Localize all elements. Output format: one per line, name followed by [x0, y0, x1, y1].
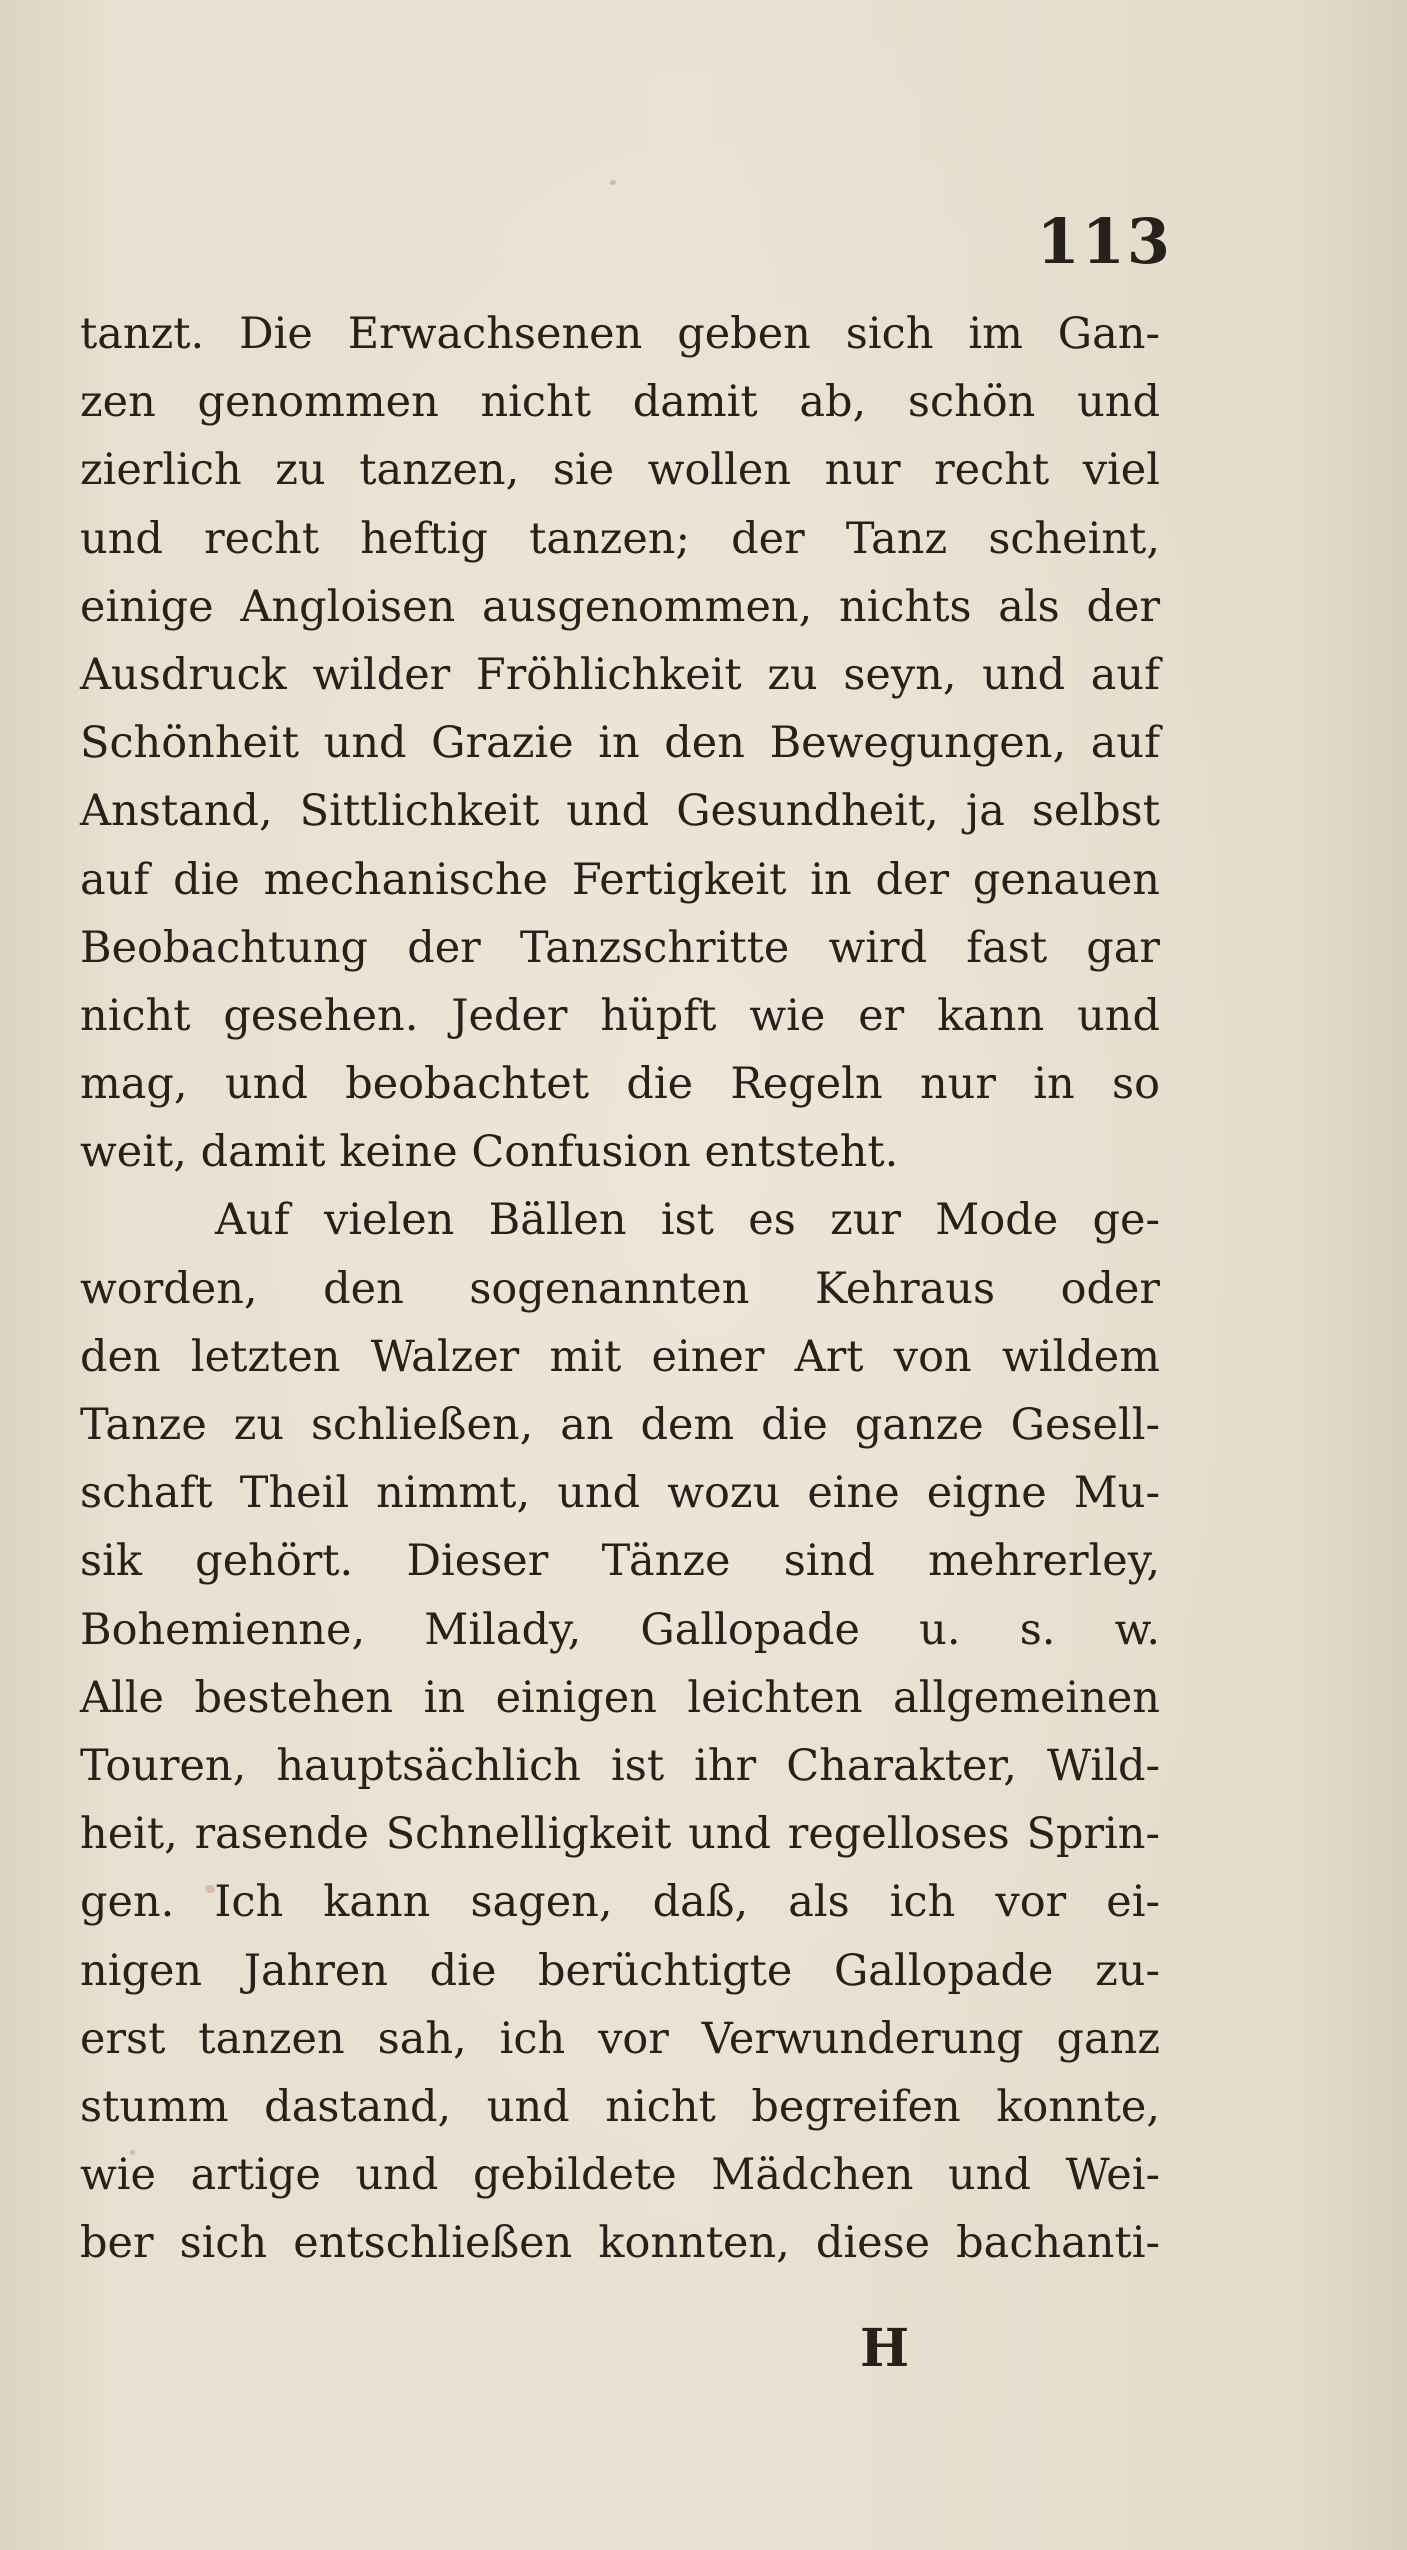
- text-line: ber sich entschließen konnten, diese bachanti-: [80, 2218, 1160, 2269]
- text-line: Tanze zu schließen, an dem die ganze Gesell-: [80, 1400, 1160, 1450]
- text-line: tanzt. Die Erwachsenen geben sich im Gan-: [80, 309, 1160, 359]
- text-line: einige Angloisen ausgenommen, nichts als der: [80, 581, 1160, 632]
- text-line: Ausdruck wilder Fröhlichkeit zu seyn, und auf: [80, 649, 1160, 700]
- page-number: 113: [1036, 205, 1172, 278]
- paper-speck: [205, 1885, 215, 1893]
- text-line: mag, und beobachtet die Regeln nur in so: [80, 1059, 1160, 1110]
- text-line: zen genommen nicht damit ab, schön und: [80, 377, 1160, 428]
- text-line: wie artige und gebildete Mädchen und Wei-: [80, 2150, 1160, 2201]
- paper-speck: [610, 180, 616, 185]
- paragraph-first-line: Auf vielen Bällen ist es zur Mode ge-: [215, 1195, 1160, 1246]
- text-line: schaft Theil nimmt, und wozu eine eigne Mu-: [80, 1468, 1160, 1519]
- text-line: Bohemienne, Milady, Gallopade u. s. w.: [80, 1604, 1160, 1655]
- text-line: und recht heftig tanzen; der Tanz scheint,: [80, 513, 1160, 564]
- signature-mark: H: [860, 2318, 910, 2379]
- text-line: Touren, hauptsächlich ist ihr Charakter, Wild-: [80, 1740, 1160, 1791]
- text-line: Schönheit und Grazie in den Bewegungen, auf: [80, 718, 1160, 769]
- paragraph-last-line: weit, damit keine Confusion entsteht.: [80, 1127, 899, 1178]
- text-line: erst tanzen sah, ich vor Verwunderung ganz: [80, 2013, 1160, 2064]
- text-line: heit, rasende Schnelligkeit und regelloses Sprin-: [80, 1809, 1160, 1860]
- text-line: zierlich zu tanzen, sie wollen nur recht viel: [80, 445, 1160, 496]
- body-text: [80, 300, 1160, 2277]
- text-line: nicht gesehen. Jeder hüpft wie er kann und: [80, 990, 1160, 1041]
- text-line: gen. Ich kann sagen, daß, als ich vor ei-: [80, 1877, 1160, 1928]
- paper-speck: [130, 2150, 135, 2155]
- text-line: stumm dastand, und nicht begreifen konnte,: [80, 2081, 1160, 2132]
- text-line: sik gehört. Dieser Tänze sind mehrerley,: [80, 1536, 1160, 1587]
- text-line: nigen Jahren die berüchtigte Gallopade zu-: [80, 1945, 1160, 1996]
- text-line: auf die mechanische Fertigkeit in der genauen: [80, 854, 1160, 905]
- text-line: worden, den sogenannten Kehraus oder: [80, 1263, 1160, 1314]
- text-line: Alle bestehen in einigen leichten allgemeinen: [80, 1672, 1160, 1723]
- text-line: Beobachtung der Tanzschritte wird fast gar: [80, 922, 1160, 973]
- text-line: den letzten Walzer mit einer Art von wildem: [80, 1331, 1160, 1382]
- text-line: Anstand, Sittlichkeit und Gesundheit, ja selbst: [80, 786, 1160, 837]
